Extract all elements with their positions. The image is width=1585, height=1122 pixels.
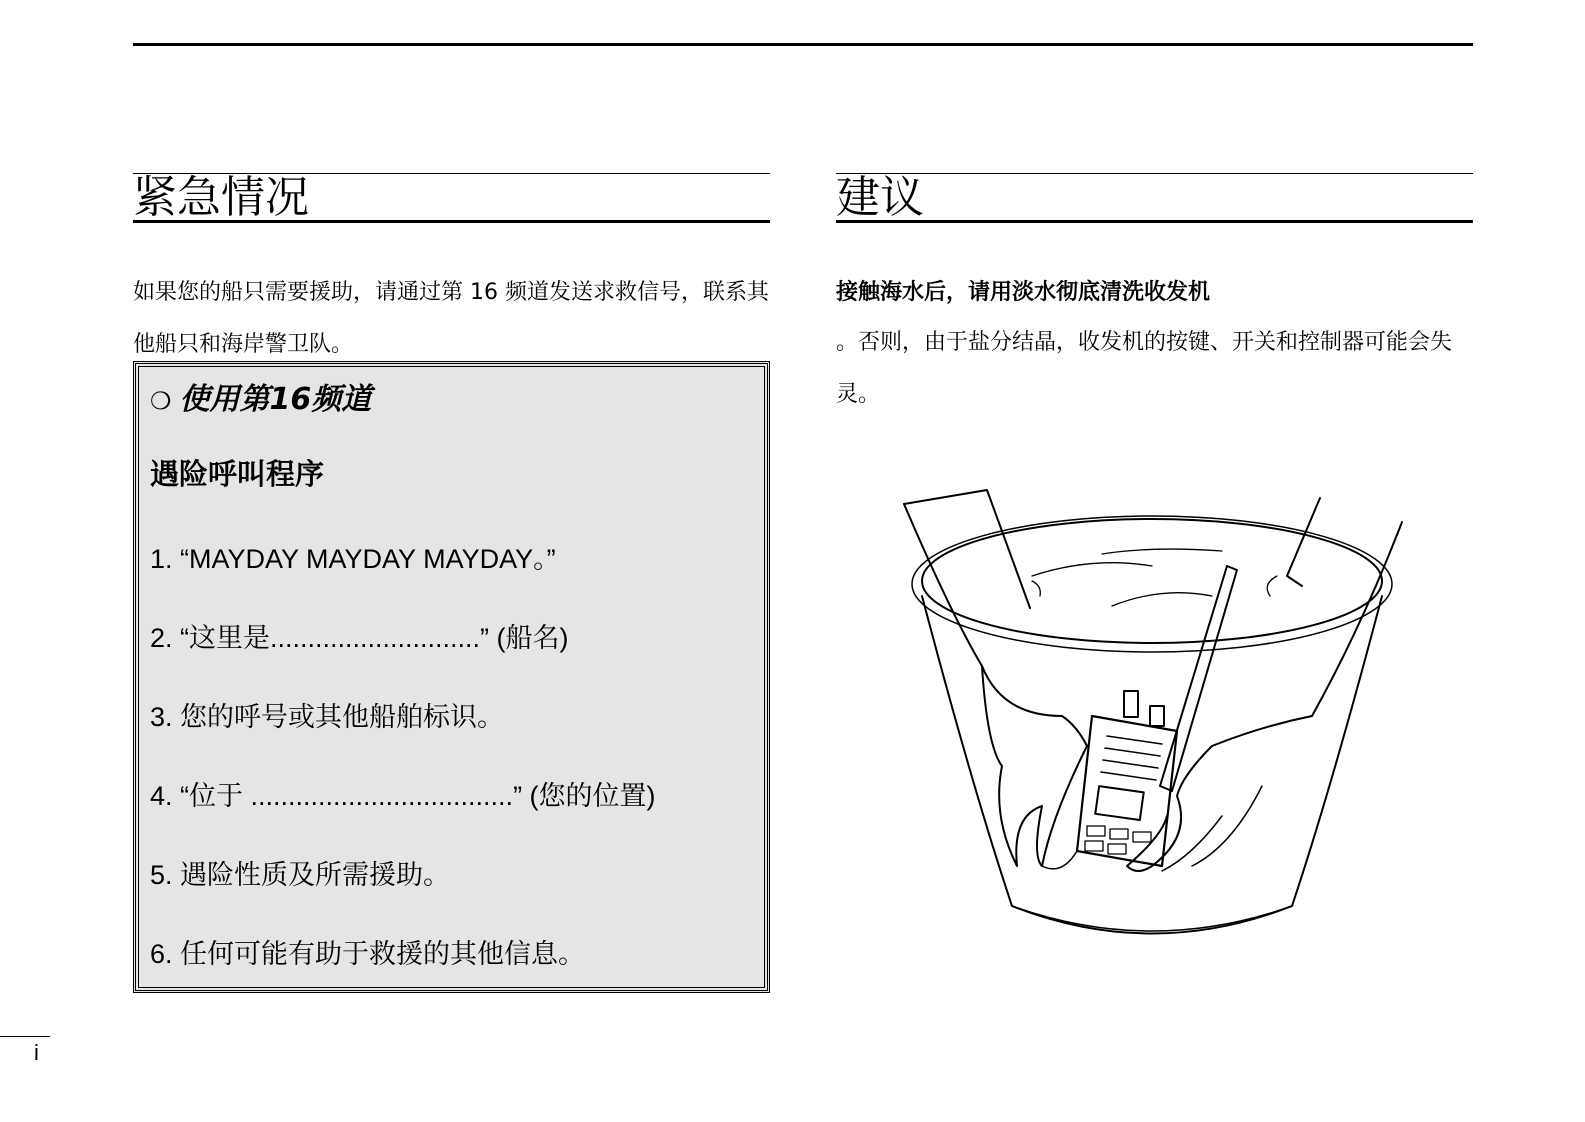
distress-steps: [150, 544, 656, 1018]
recommendation-text: [836, 267, 1473, 421]
heading-text: 紧急情况: [133, 172, 309, 223]
top-rule: [133, 43, 1473, 46]
footer-rule: [0, 1036, 50, 1037]
water-ripple: [1032, 581, 1040, 596]
radio-buttons: [1085, 826, 1151, 854]
bucket-rim: [922, 519, 1382, 643]
left-arm-lower: [904, 504, 982, 666]
left-thumb: [1042, 851, 1077, 869]
box-title-text: 使用第16频道: [179, 382, 372, 417]
step-item: 1. “MAYDAY MAYDAY MAYDAY。”: [150, 544, 556, 574]
radio-grille: [1101, 736, 1162, 780]
recommendation-body: 。否则，由于盐分结晶，收发机的按键、开关和控制器可能会失灵。: [836, 330, 1453, 407]
recommendation-bold: 接触海水后，请用淡水彻底清洗收发机: [836, 280, 1211, 305]
water-ripple: [1102, 549, 1222, 554]
distress-call-box: [133, 361, 770, 993]
box-title: [150, 374, 371, 418]
step-item: 6. 任何可能有助于救援的其他信息。: [150, 939, 586, 969]
bucket-rim-outer: [912, 516, 1392, 652]
right-finger: [1192, 786, 1262, 866]
right-arm: [1287, 498, 1320, 586]
emergency-section: [133, 172, 770, 969]
page-number: i: [34, 1040, 39, 1065]
washing-radio-illustration: [892, 486, 1412, 956]
bucket-body: [922, 596, 1382, 934]
step-item: 3. 您的呼号或其他船舶标识。: [150, 702, 505, 732]
left-hand: [982, 666, 1087, 866]
right-hand: [1127, 716, 1312, 871]
section-heading: [133, 173, 770, 223]
step-item: 2. “这里是............................” (船名): [150, 623, 569, 653]
heading-text: 建议: [836, 172, 924, 223]
hollow-circle-icon: ❍: [150, 387, 172, 415]
right-finger: [1162, 816, 1222, 871]
radio-antenna: [1160, 566, 1237, 791]
bucket-bottom: [1012, 906, 1292, 931]
emergency-intro: 如果您的船只需要援助，请通过第 16 频道发送求救信号，联系其他船只和海岸警卫队。: [133, 280, 769, 357]
radio-knob: [1124, 691, 1138, 717]
step-item: 5. 遇险性质及所需援助。: [150, 860, 451, 890]
recommendation-section: [836, 173, 1473, 421]
step-item: 4. “位于 ...................................” (您的位置): [150, 781, 656, 811]
box-subtitle: 遇险呼叫程序: [150, 457, 325, 491]
water-ripple: [1112, 593, 1212, 606]
water-ripple: [1267, 576, 1277, 596]
radio-display: [1095, 786, 1143, 820]
water-ripple: [1032, 563, 1152, 576]
section-heading: [836, 173, 1473, 223]
radio-knob: [1150, 706, 1164, 726]
